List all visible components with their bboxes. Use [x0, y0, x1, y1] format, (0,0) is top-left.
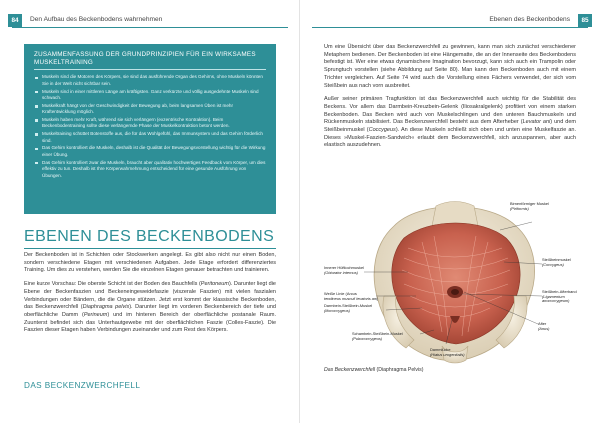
paragraph: Um eine Übersicht über das Beckenzwerchfell zu gewinnen, kann man sich zunächst verschiedener Metaphern bedienen. Der Beckenboden ist eine Hängematte, die an der Innenseite des Beckenbodens befestigt ist. Wer eine etwas dynamischere Imagination bevorzugt, kann sich auch ein Trampolin oder Sprungtuch vorstellen (siehe Abbildung auf Seite 80). Man kann den Beckenboden auch mit einem Trichter vergleichen. Auf Seite 74 wird auch die Vorstellung eines Fächers verwendet, der sich vom Steißbein aus nach vorn ausbreitet.	[324, 44, 576, 89]
label-pubococcygeus	[352, 332, 403, 341]
text-run: ) und dem Steißbeinmuskel (	[324, 119, 577, 134]
summary-item: Muskeltraining schüttet Botenstoffe aus, die für das Wohlgefühl, das Immunsystem und das Gehirn förderlich sind.	[34, 131, 266, 144]
summary-list	[34, 74, 266, 179]
label-text: Birnenförmiger Muskel	[510, 201, 549, 206]
label-latin: (Piriformis)	[510, 205, 529, 211]
summary-title-line2: MUSKELTRAINING	[34, 59, 94, 67]
paragraph	[324, 96, 576, 150]
label-iliococcygeus	[324, 304, 372, 313]
summary-item: Muskeln sind die Motoren des Körpers, sie sind das ausführende Organ des Gehirns, ohne Muskeln könnten Sie in der Welt nicht sichtbar sein.	[34, 74, 266, 87]
summary-item: Muskelkraft hängt von der Geschwindigkeit der Bewegung ab, beim langsamen Üben ist mehr Kraftentwicklung möglich.	[34, 103, 266, 116]
label-text: Steißbeinmuskel	[542, 257, 571, 262]
text-run: ). Darunter liegt im vorderen Beckenbereich der tiefe und oberflächliche Damm (	[24, 304, 276, 318]
label-latin: (Iliococcygeus)	[324, 307, 350, 313]
label-text: Innerer Hüftlochmuskel	[324, 265, 365, 270]
summary-box	[24, 44, 276, 214]
term-perineum: Perineum	[83, 311, 108, 318]
section-rule	[24, 248, 276, 249]
label-piriformis	[510, 202, 549, 211]
label-text: Schambein-Steißbein-Muskel	[352, 331, 403, 336]
term-diaphragma-pelvis: Diaphragma pelvis	[82, 304, 130, 311]
label-latin: (Anus)	[538, 325, 550, 331]
label-text: Darmbein-Steißbein-Muskel	[324, 303, 373, 308]
paragraph: Der Beckenboden ist in Schichten oder Stockwerken angelegt. Es gibt also nicht nur einen Boden, sondern verschiedene Etagen mit verschiedenen Aufgaben. Jede Etage erfordert differenziertes Training. Um dies zu verstehen, werden Sie die einzelnen Etagen genauer betrachten und trainieren.	[24, 252, 276, 274]
text-run: ). Darunter liegt die Ebene der Beckenfaszien und Beckeneingeweidefaszie (viszerale Faszien) mit vielen faszialen Verbindungen oder Bändern, die die Organe stützen. Jetzt erst kommt der klassische Beckenboden, das Beckenzwerchfell (	[24, 281, 276, 311]
summary-title-line1: ZUSAMMENFASSUNG DER GRUNDPRINZIPIEN FÜR EIN WIRKSAMES	[34, 51, 256, 58]
caption-rest: (Diaphragma Pelvis)	[375, 367, 424, 373]
page-number-left: 84	[8, 14, 22, 27]
left-header	[12, 14, 288, 28]
label-text: Steißbein-Afterband	[542, 289, 577, 294]
label-latin: tendineus musculi levatoris ani)	[324, 295, 379, 301]
subheading: DAS BECKENZWERCHFELL	[24, 381, 141, 390]
page-number-right: 85	[578, 14, 592, 27]
label-latin: (Pubococcygeus)	[352, 335, 383, 341]
label-anus	[538, 322, 549, 331]
section-title: EBENEN DES BECKENBODENS	[24, 228, 275, 245]
pelvis-drawing	[324, 196, 580, 368]
running-head-left: Den Aufbau des Beckenbodens wahrnehmen	[30, 16, 163, 23]
running-head-right: Ebenen des Beckenbodens	[489, 16, 570, 23]
pelvic-diaphragm-illustration	[324, 196, 580, 368]
figure-caption	[324, 367, 423, 373]
text-run: ). An diese Muskeln schließt sich oben und unten eine Muskelfaszie an. Dieses »Muskel-Faszien-Sandwich« erlaubt dem Beckenzwerchfell, sich anzuspannen, aber auch elastisch auszudehnen.	[324, 127, 576, 149]
label-hiatus-urogenitalis	[430, 348, 465, 357]
text-run: ) und im hinteren Bereich der oberflächliche postanale Raum. Zuunterst befindet sich das Unterhautgewebe mit der oberflächlichen Faszie (Colles-Faszie). Die Faszien dieser Etagen haben Verbindungen zueinander und zum Rest des Körpers.	[24, 311, 276, 334]
label-text: Dammlücke	[430, 347, 451, 352]
label-latin: anococcygeum)	[542, 298, 570, 304]
caption-title: Das Beckenzwerchfell	[324, 367, 376, 373]
label-coccygeus	[542, 258, 571, 267]
right-body-text	[324, 44, 576, 156]
text-run: Außer seiner primären Tragfunktion ist das Beckenzwerchfell auch wichtig für die Stabilität des Beckens. Vor allem das Darmbein-Kreuzbein-Gelenk (Iliosakralgelenk) profitiert von einem starken Beckenboden. Das Becken wird auch von Muskelschlingen und den unteren Bauchmuskeln und Rückenmuskeln stabilisiert. Das Beckenzwerchfell besteht aus dem Afterheber (	[324, 96, 576, 126]
label-text: After	[538, 321, 547, 326]
label-anococcygeal-ligament	[542, 290, 577, 304]
label-text: Weiße Linie (Arcus	[324, 291, 357, 296]
summary-item: Das Gehirn kontrolliert zwar die Muskeln, braucht aber qualitativ hochwertiges Feedback vom Körper, um dies effektiv zu tun. Deshalb ist Ihre Körperwahrnehmung entscheidend für eine gesunde Ausführung von Übungen.	[34, 160, 266, 180]
label-latin: (Hiatus urogenitalis)	[430, 351, 465, 357]
label-latin: (Ligamentum	[542, 293, 565, 299]
text-run: Eine kurze Vorschau: Die oberste Schicht ist der Boden des Bauchfells (	[24, 281, 201, 288]
label-latin: (Coccygeus)	[542, 261, 564, 267]
summary-item: Muskeln sind in einer mittleren Länge am kräftigsten. Ganz verkürzte und völlig ausgedehnte Muskeln sind schwach.	[34, 89, 266, 102]
term-coccygeus: Coccygeus	[368, 127, 396, 134]
summary-item: Das Gehirn kontrolliert die Muskeln, deshalb ist die Qualität der Bewegungsvorstellung wichtig für die Wirkung einer Übung.	[34, 145, 266, 158]
left-body-text	[24, 252, 276, 341]
term-levator-ani: Levator ani	[522, 119, 551, 126]
summary-item: Muskeln haben mehr Kraft, während sie sich verlängern (exzentrische Kontraktion). Beim Beckenbodentraining sollte diese verlängernde Phase der Muskelkontraktion betont werden.	[34, 117, 266, 130]
label-obturator-internus	[324, 266, 364, 275]
paragraph	[24, 281, 276, 335]
label-arcus-tendineus	[324, 292, 378, 301]
right-page	[300, 0, 600, 423]
summary-title	[34, 51, 266, 70]
right-header	[312, 14, 588, 28]
term-peritoneum: Peritoneum	[200, 281, 229, 288]
label-latin: (Obturator internus)	[324, 269, 358, 275]
